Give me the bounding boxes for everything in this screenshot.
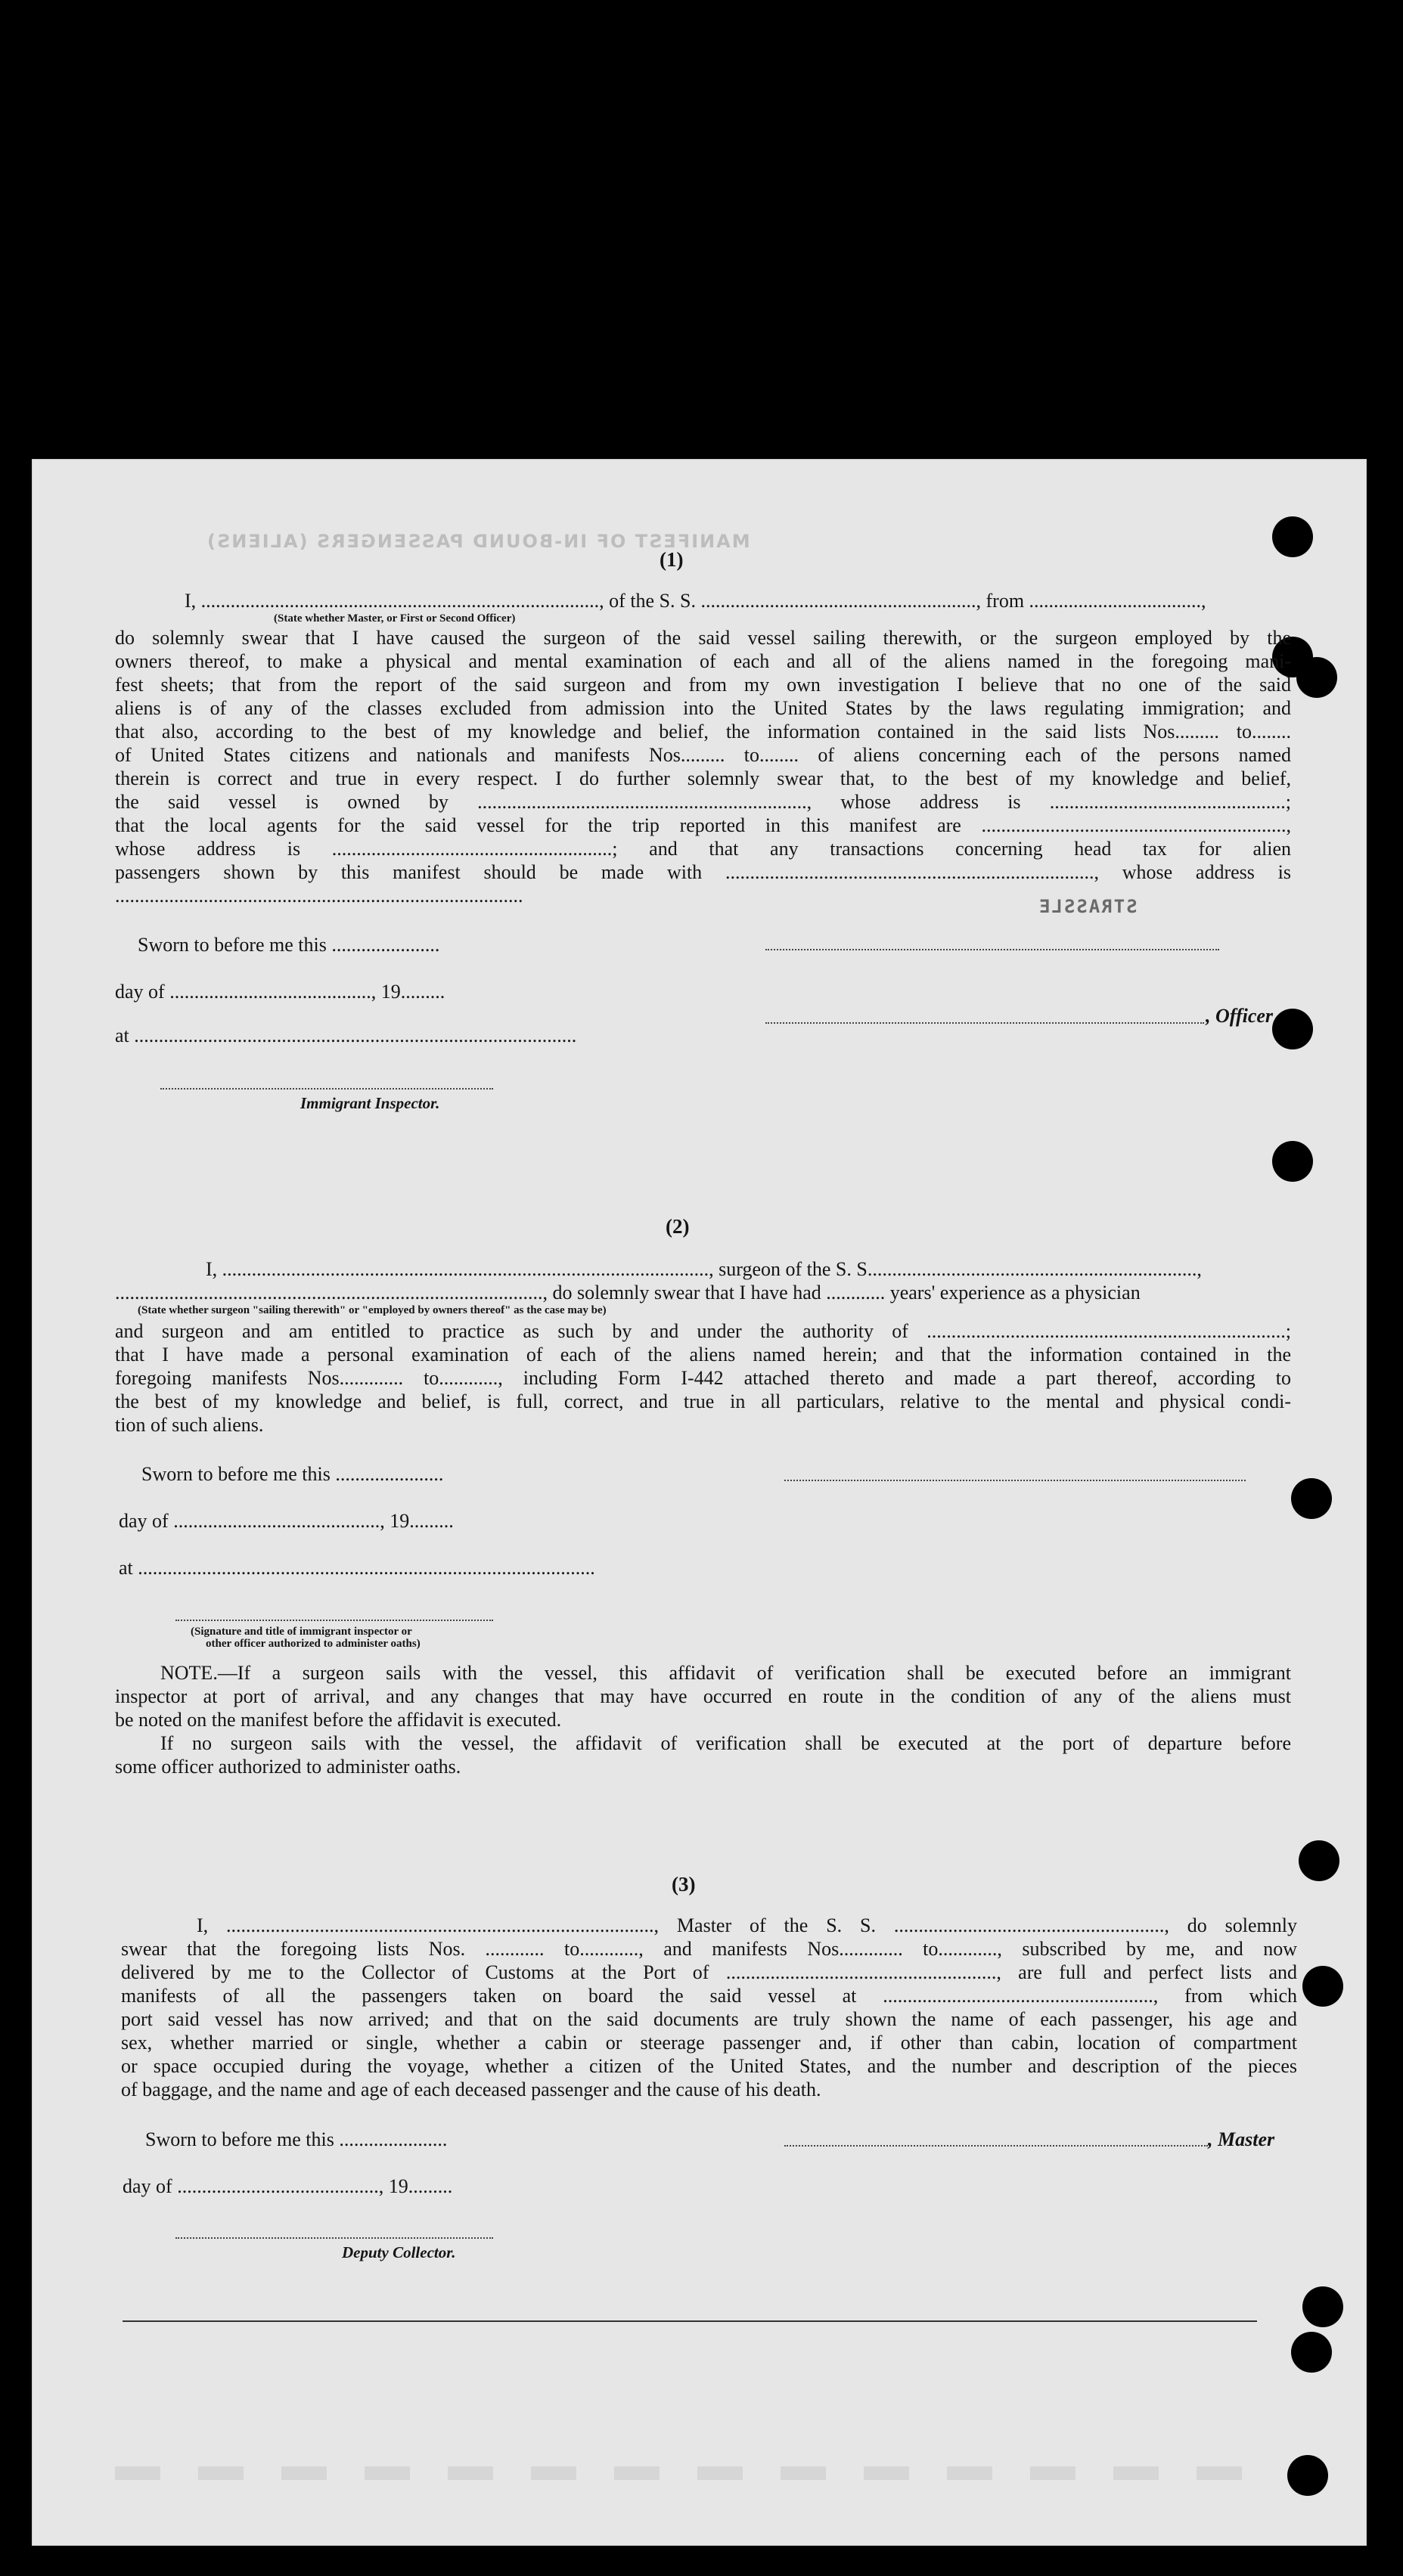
section-2-signature-line	[784, 1480, 1246, 1481]
section-2-line: foregoing manifests Nos............. to............, including Form I-442 attached thereto and made a part thereof, according to	[115, 1367, 1291, 1389]
section-3-sworn: Sworn to before me this ......................	[145, 2128, 448, 2150]
section-1-signature-line	[765, 949, 1219, 950]
section-1-at: at ..........................................................................................	[115, 1025, 577, 1046]
section-2-oath	[115, 1257, 1291, 1437]
section-1-sworn: Sworn to before me this ......................	[138, 934, 440, 956]
section-3-line: or space occupied during the voyage, whether a citizen of the United States, and the number and description of the pieces	[121, 2055, 1297, 2077]
section-1-first-line: I, ................................................................................., of the S. S. ........................................................, from ...................................,	[185, 590, 1206, 612]
section-1-line: do solemnly swear that I have caused the surgeon of the said vessel sailing therewith, or the surgeon employed by the	[115, 627, 1291, 649]
section-3-collector-caption: Deputy Collector.	[342, 2243, 456, 2261]
section-3-master-label: , Master	[1208, 2128, 1275, 2150]
section-3-line: delivered by me to the Collector of Customs at the Port of ......................................................., are full and perfect lists and	[121, 1961, 1297, 1983]
punch-hole	[1302, 2286, 1343, 2327]
section-1-line: of United States citizens and nationals and manifests Nos......... to........ of aliens concerning each of the persons named	[115, 744, 1291, 766]
section-3-line: I, ......................................................................................., Master of the S. S. ......................................................., do solemnly	[197, 1914, 1297, 1936]
section-1-inspector-line	[160, 1088, 493, 1090]
stamp-text: STRASSLE	[1038, 896, 1138, 917]
section-2-signature-caption	[191, 1626, 421, 1650]
section-1-number: (1)	[660, 548, 684, 571]
section-1-line: whose address is .........................................................; and that any transactions concerning head tax for alien	[115, 838, 1291, 860]
bleed-through-heading: MANIFEST OF IN-BOUND PASSENGERS (ALIENS)	[206, 531, 750, 552]
section-2-note-line: If no surgeon sails with the vessel, the affidavit of verification shall be executed at the port of departure before	[160, 1732, 1291, 1754]
section-2-line: and surgeon and am entitled to practice as such by and under the authority of .........................................................................;	[115, 1320, 1291, 1342]
punch-hole	[1302, 1966, 1343, 2007]
punch-hole	[1287, 2455, 1328, 2496]
section-1-oath	[115, 589, 1291, 907]
bleed-through-footer	[115, 2466, 1249, 2480]
section-2-note-line: some officer authorized to administer oaths.	[115, 1756, 461, 1778]
section-2-line: the best of my knowledge and belief, is full, correct, and true in all particulars, relative to the mental and physical condi-	[115, 1390, 1291, 1412]
section-2-note	[115, 1661, 1291, 1778]
section-2-last-line: tion of such aliens.	[115, 1414, 264, 1436]
section-1-line: that also, according to the best of my knowledge and belief, the information contained in the said lists Nos......... to........	[115, 721, 1291, 742]
punch-hole	[1272, 516, 1313, 557]
section-3-line: swear that the foregoing lists Nos. ............ to............, and manifests Nos............. to............, subscribed by me, and now	[121, 1938, 1297, 1960]
section-3-day: day of ........................................., 19.........	[123, 2175, 453, 2197]
section-3-collector-line	[175, 2237, 493, 2239]
section-2-line: that I have made a personal examination of each of the aliens named herein; and that the information contained in the	[115, 1344, 1291, 1365]
section-2-first-line: I, ..................................................................................................., surgeon of the S. S...................................................................,	[206, 1258, 1202, 1280]
section-1-line: owners thereof, to make a physical and mental examination of each and all of the aliens named in the foregoing mani-	[115, 650, 1291, 672]
section-2-note-line: NOTE.—If a surgeon sails with the vessel, this affidavit of verification shall be executed before an immigrant	[160, 1662, 1291, 1684]
section-1-officer-line	[765, 1022, 1204, 1024]
punch-hole	[1296, 657, 1337, 698]
section-2-signature-caption-line: (Signature and title of immigrant inspector or	[191, 1626, 412, 1638]
section-1-line: that the local agents for the said vessel for the trip reported in this manifest are ..............................................................,	[115, 814, 1291, 836]
manifest-back-page	[32, 459, 1367, 2546]
section-2-note-line: inspector at port of arrival, and any changes that may have occurred en route in the condition of any of the aliens must	[115, 1685, 1291, 1707]
punch-hole	[1272, 1141, 1313, 1182]
section-1-officer-label: , Officer	[1206, 1005, 1274, 1027]
punch-hole	[1291, 2332, 1332, 2373]
section-3-line: sex, whether married or single, whether a cabin or steerage passenger and, if other than cabin, location of compartment	[121, 2032, 1297, 2054]
section-1-line: fest sheets; that from the report of the said surgeon and from my own investigation I believe that no one of the said	[115, 674, 1291, 696]
punch-hole	[1272, 1009, 1313, 1049]
punch-hole	[1299, 1840, 1339, 1881]
section-3-number: (3)	[672, 1873, 696, 1896]
section-1-line: therein is correct and true in every respect. I do further solemnly swear that, to the best of my knowledge and belief,	[115, 767, 1291, 789]
section-2-signature-caption-line: other officer authorized to administer oaths)	[206, 1638, 421, 1650]
section-1-inspector-caption: Immigrant Inspector.	[300, 1094, 440, 1112]
section-2-surgeon-note: (State whether surgeon "sailing therewith" or "employed by owners thereof" as the case may be)	[138, 1304, 607, 1316]
section-2-at: at .............................................................................................	[119, 1557, 595, 1579]
section-1-line: aliens is of any of the classes excluded from admission into the United States by the laws regulating immigration; and	[115, 697, 1291, 719]
section-2-day: day of .........................................., 19.........	[119, 1510, 454, 1532]
section-1-last-line: ...................................................................................	[115, 885, 523, 907]
section-2-second-line: ......................................................................................., do solemnly swear that I have had ............ years' experience as a physician	[115, 1282, 1141, 1303]
section-3-last-line: of baggage, and the name and age of each deceased passenger and the cause of his death.	[121, 2078, 821, 2100]
section-1-line: the said vessel is owned by ..................................................................., whose address is ................................................;	[115, 791, 1291, 813]
section-2-sworn: Sworn to before me this ......................	[141, 1463, 444, 1485]
section-1-officer-note: (State whether Master, or First or Second Officer)	[274, 612, 516, 625]
punch-hole	[1291, 1478, 1332, 1519]
section-1-line: passengers shown by this manifest should be made with ..........................................................................., whose address is	[115, 861, 1291, 883]
section-2-inspector-line	[175, 1620, 493, 1621]
section-3-master-line	[784, 2145, 1208, 2147]
section-3-oath	[121, 1914, 1297, 2101]
section-2-number: (2)	[666, 1215, 690, 1238]
section-2-note-line: be noted on the manifest before the affidavit is executed.	[115, 1709, 562, 1731]
section-3-line: manifests of all the passengers taken on board the said vessel at ......................................................., from which	[121, 1985, 1297, 2007]
bottom-rule	[123, 2320, 1257, 2322]
section-3-line: port said vessel has now arrived; and that on the said documents are truly shown the name of each passenger, his age and	[121, 2008, 1297, 2030]
section-1-day: day of ........................................., 19.........	[115, 981, 445, 1003]
